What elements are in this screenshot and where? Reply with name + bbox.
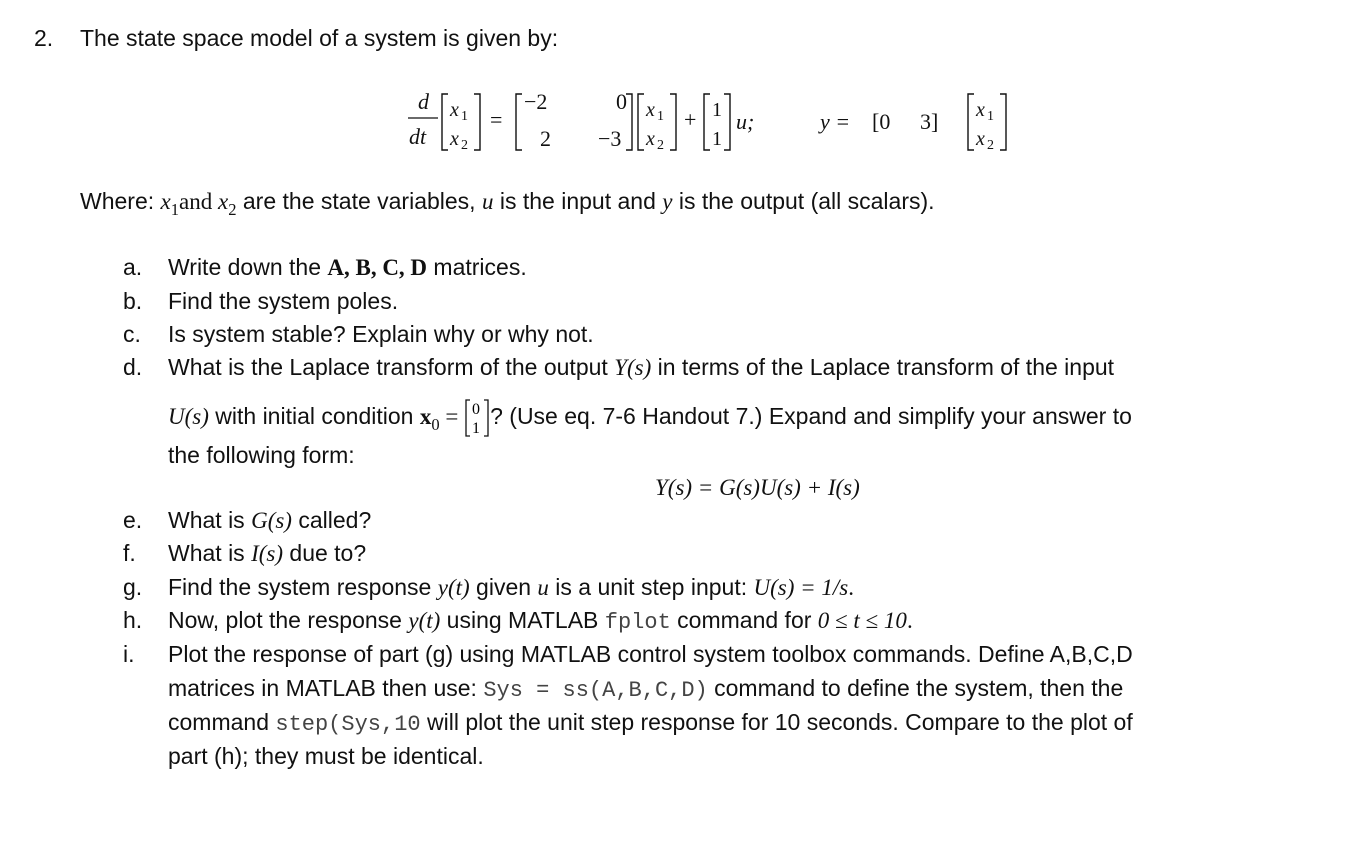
d-symbol: d: [418, 89, 429, 114]
u-var: u: [481, 189, 494, 214]
ss-code: Sys = ss(A,B,C,D): [483, 678, 708, 703]
part-i-line1: Plot the response of part (g) using MATLAB control system toolbox commands. Define A,B,C,D: [168, 641, 1133, 667]
matrix-a-22: −3: [598, 126, 622, 151]
matrix-c-1: [0: [872, 109, 891, 134]
x2-var: x: [218, 189, 229, 214]
equals-sign: =: [490, 107, 503, 132]
part-d-line1: What is the Laplace transform of the output Y(s) in terms of the Laplace transform of the input: [168, 354, 1115, 380]
part-d-line2: U(s) with initial condition $x_0$ = 0 1 ? (Use eq. 7-6 Handout 7.) Expand and simplify your answer to: [168, 398, 1132, 439]
part-i-label: i.: [123, 641, 135, 667]
matrix-a-21: 2: [540, 126, 551, 151]
part-h-text: Now, plot the response y(t) using MATLAB fplot command for 0 ≤ t ≤ 10.: [168, 607, 913, 635]
where-text-1: are the state variables,: [236, 188, 482, 214]
x2-symbol-3: x: [976, 128, 985, 150]
x0-vector-1: 0: [472, 401, 481, 418]
part-h-label: h.: [123, 607, 143, 633]
abcd-bold: A, B, C, D: [327, 255, 428, 280]
part-g-label: g.: [123, 574, 143, 600]
part-a-label: a.: [123, 254, 143, 280]
part-i-line3: command step(Sys,10 will plot the unit step response for 10 seconds. Compare to the plot of: [168, 709, 1133, 737]
x2-subscript-2: 2: [657, 138, 664, 153]
dt-symbol: dt: [409, 124, 427, 149]
problem-intro: The state space model of a system is given by:: [80, 25, 559, 51]
matrix-a-11: −2: [524, 89, 548, 114]
fplot-code: fplot: [604, 610, 671, 635]
x0-bold: x: [419, 404, 432, 429]
part-e-label: e.: [123, 507, 143, 533]
x1-symbol-2: x: [646, 99, 655, 121]
part-c-label: c.: [123, 321, 141, 347]
part-g-text: Find the system response y(t) given u is a unit step input: U(s) = 1/s.: [168, 574, 854, 600]
Us-math: U(s): [168, 404, 209, 429]
part-c-text: Is system stable? Explain why or why not.: [168, 321, 594, 347]
and-word: and: [179, 189, 218, 214]
x2-subscript-3: 2: [987, 138, 994, 153]
part-d-line3: the following form:: [168, 442, 355, 468]
x0-vector: [464, 398, 490, 438]
part-a-text: Write down the A, B, C, D matrices.: [168, 254, 527, 280]
y-equals: y =: [820, 109, 851, 134]
state-space-equation: [400, 82, 1020, 162]
x1-symbol-3: x: [976, 99, 985, 121]
part-f-label: f.: [123, 540, 136, 566]
matrix-b-1: 1: [712, 99, 722, 121]
x1-symbol: x: [450, 99, 459, 121]
where-prefix: Where:: [80, 188, 161, 214]
x0-subscript: 0: [431, 414, 440, 434]
part-b-label: b.: [123, 288, 143, 314]
x1-subscript-3: 1: [987, 109, 994, 124]
part-f-text: What is I(s) due to?: [168, 540, 367, 566]
Ys-math: Y(s): [614, 355, 652, 380]
matrix-a-12: 0: [616, 89, 627, 114]
problem-number: 2.: [34, 25, 54, 51]
part-d-label: d.: [123, 354, 143, 380]
matrix-b-2: 1: [712, 128, 722, 150]
plus-sign: +: [684, 107, 697, 132]
part-i-line4: part (h); they must be identical.: [168, 743, 484, 769]
where-text-3: is the output (all scalars).: [672, 188, 935, 214]
x1-subscript: 1: [461, 109, 468, 124]
x1-subscript-2: 1: [657, 109, 664, 124]
where-line: [80, 187, 935, 224]
part-e-text: What is G(s) called?: [168, 507, 372, 533]
x2-subscript: 2: [461, 138, 468, 153]
x1-var: x: [160, 189, 171, 214]
x2-symbol-2: x: [646, 128, 655, 150]
x1-var-sub: 1: [170, 199, 180, 219]
transfer-formula: Y(s) = G(s)U(s) + I(s): [655, 475, 860, 500]
x0-vector-2: 1: [472, 420, 481, 437]
step-code: step(Sys,10: [275, 712, 421, 737]
u-symbol: u;: [736, 109, 755, 134]
where-text-2: is the input and: [493, 188, 663, 214]
part-b-text: Find the system poles.: [168, 288, 399, 314]
part-i-line2: matrices in MATLAB then use: Sys = ss(A,B,C,D) command to define the system, then the: [168, 675, 1124, 703]
y-var: y: [662, 189, 673, 214]
x2-var-sub: 2: [228, 199, 237, 219]
x2-symbol: x: [450, 128, 459, 150]
matrix-c-2: 3]: [920, 109, 939, 134]
